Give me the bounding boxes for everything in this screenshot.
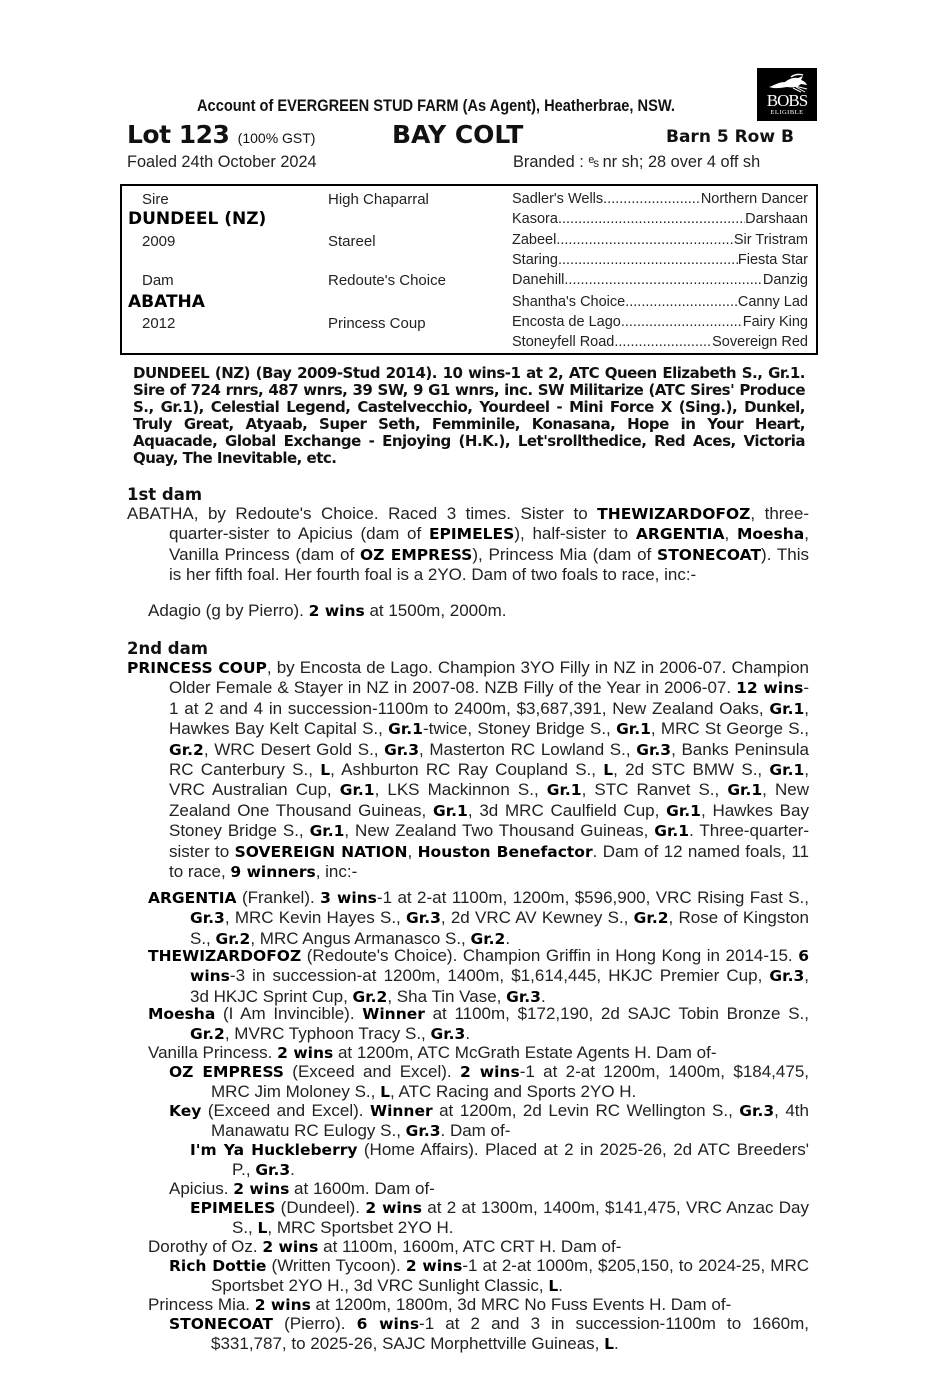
progeny-entry: Apicius. 2 wins at 1600m. Dam of- — [169, 1179, 435, 1198]
gen3-sire: Danzig — [762, 272, 808, 288]
horse-description: BAY COLT — [392, 120, 524, 149]
bold-emphasis: Gr.3 — [636, 740, 672, 759]
bold-emphasis: 2 wins — [262, 1238, 319, 1256]
bold-emphasis: Gr.3 — [255, 1161, 291, 1180]
sire-sire: High Chaparral — [328, 191, 429, 208]
bold-emphasis: Winner — [362, 1005, 425, 1023]
bold-emphasis: Gr.1 — [546, 781, 582, 800]
progeny-entry: ARGENTIA (Frankel). 3 wins-1 at 2-at 1100m, 1200m, $596,900, VRC Rising Fast S., Gr.3, MRC Kevin Hayes S., Gr.3, 2d VRC AV Kewney S., Gr.2, Rose of Kingston S., Gr.2, MRC Angus Armanasco S., Gr.2. — [148, 888, 810, 948]
first-dam-heading: 1st dam — [127, 485, 203, 504]
bold-emphasis: Gr.1 — [339, 781, 375, 800]
gen3-sire: Northern Dancer — [700, 191, 808, 207]
bold-emphasis: Gr.1 — [769, 761, 805, 780]
gen3-horse: Shantha's Choice — [512, 294, 626, 310]
bold-emphasis: 2 wins — [254, 1296, 311, 1314]
progeny-entry: Princess Mia. 2 wins at 1200m, 1800m, 3d MRC No Fuss Events H. Dam of- — [148, 1295, 732, 1314]
progeny-entry: OZ EMPRESS (Exceed and Excel). 2 wins-1 at 2-at 1200m, 1400m, $184,475, MRC Jim Moloney S., L, ATC Racing and Sports 2YO H. — [169, 1062, 809, 1102]
bold-emphasis: Gr.2 — [352, 987, 388, 1006]
pedigree-gen3-row — [512, 252, 808, 268]
horse-icon — [765, 73, 809, 93]
bold-emphasis: 2 wins — [308, 602, 365, 620]
branded-label: Branded : — [513, 152, 584, 171]
bold-emphasis: Key — [169, 1102, 202, 1120]
bold-emphasis: Gr.3 — [430, 1025, 466, 1044]
dam-year: 2012 — [142, 315, 176, 332]
barn-location: Barn 5 Row B — [666, 127, 794, 147]
dam-dam: Princess Coup — [328, 315, 426, 332]
bold-emphasis: Winner — [369, 1102, 433, 1120]
progeny-entry: Dorothy of Oz. 2 wins at 1100m, 1600m, ATC CRT H. Dam of- — [148, 1237, 622, 1256]
bold-emphasis: 6 wins — [356, 1315, 420, 1333]
second-dam-heading: 2nd dam — [127, 639, 208, 658]
gen3-sire: Fairy King — [742, 314, 808, 330]
pedigree-gen3-row — [512, 211, 808, 227]
progeny-entry: Vanilla Princess. 2 wins at 1200m, ATC McGrath Estate Agents H. Dam of- — [148, 1043, 717, 1062]
leader-dots — [614, 334, 712, 350]
bold-emphasis: PRINCESS COUP — [127, 659, 267, 677]
leader-dots — [621, 314, 743, 330]
dam-label: Dam — [142, 272, 174, 289]
bold-emphasis: L — [548, 1277, 559, 1296]
bold-emphasis: Gr.2 — [169, 740, 204, 759]
dam-name: ABATHA — [128, 292, 205, 312]
bold-emphasis: Gr.1 — [309, 822, 345, 841]
bold-emphasis: Gr.1 — [388, 720, 423, 739]
bold-emphasis: Gr.1 — [769, 699, 805, 718]
branded-text: nr sh; 28 over 4 off sh — [602, 152, 761, 171]
bold-emphasis: 3 wins — [320, 889, 377, 907]
gen3-horse: Zabeel — [512, 232, 557, 248]
sire-name: DUNDEEL (NZ) — [128, 209, 267, 229]
bold-emphasis: Gr.3 — [406, 909, 441, 928]
bold-emphasis: Gr.3 — [506, 987, 541, 1006]
gen3-sire: Darshaan — [745, 211, 808, 227]
first-dam-progeny: Adagio (g by Pierro). 2 wins at 1500m, 2000m. — [148, 601, 507, 620]
bold-emphasis: Gr.3 — [190, 909, 225, 928]
bold-emphasis: Rich Dottie — [169, 1257, 267, 1275]
gen3-sire: Sovereign Red — [712, 334, 808, 350]
foaled-date: Foaled 24th October 2024 — [127, 152, 317, 171]
gen3-sire: Fiesta Star — [737, 252, 808, 268]
progeny-entry: Moesha (I Am Invincible). Winner at 1100m, $172,190, 2d SAJC Tobin Bronze S., Gr.2, MVRC Typhoon Tracy S., Gr.3. — [148, 1004, 809, 1044]
bold-emphasis: ARGENTIA — [635, 525, 725, 544]
brand-mark-icon: $e_s$ — [588, 154, 599, 170]
bold-emphasis: 2 wins — [233, 1180, 290, 1198]
dam-sire: Redoute's Choice — [328, 272, 446, 289]
bold-emphasis: STONECOAT — [169, 1315, 273, 1333]
bold-emphasis: 2 wins — [459, 1063, 520, 1081]
sire-label: Sire — [142, 191, 169, 208]
sire-year: 2009 — [142, 233, 176, 250]
gen3-horse: Stoneyfell Road — [512, 334, 615, 350]
vendor-account: Account of EVERGREEN STUD FARM (As Agent), Heatherbrae, NSW. — [197, 96, 675, 115]
sire-dam: Stareel — [328, 233, 376, 250]
bold-emphasis: OZ EMPRESS — [169, 1063, 284, 1081]
leader-dots — [603, 191, 701, 207]
bold-emphasis: L — [320, 761, 331, 780]
progeny-entry: Rich Dottie (Written Tycoon). 2 wins-1 at 2-at 1000m, $205,150, to 2024-25, MRC Sportsbet 2YO H., 3d VRC Sunlight Classic, L. — [169, 1256, 810, 1296]
progeny-entry: Key (Exceed and Excel). Winner at 1200m, 2d Levin RC Wellington S., Gr.3, 4th Manawatu RC Eulogy S., Gr.3. Dam of- — [169, 1101, 809, 1141]
bold-emphasis: ARGENTIA — [148, 889, 237, 907]
bold-emphasis: 12 wins — [736, 679, 804, 698]
pedigree-gen3-row — [512, 191, 808, 207]
bold-emphasis: EPIMELES — [428, 525, 515, 544]
leader-dots — [625, 294, 738, 310]
leader-dots — [558, 211, 745, 227]
gen3-horse: Danehill — [512, 272, 565, 288]
bold-emphasis: Moesha — [148, 1005, 216, 1023]
lot-label: Lot 123 — [127, 120, 230, 149]
bold-emphasis: Gr.3 — [739, 1102, 775, 1120]
bold-emphasis: Gr.1 — [433, 801, 468, 820]
bold-emphasis: Houston Benefactor — [417, 842, 593, 861]
leader-dots — [564, 272, 762, 288]
progeny-entry: THEWIZARDOFOZ (Redoute's Choice). Champion Griffin in Hong Kong in 2014-15. 6 wins-3 in succession-at 1200m, 1400m, $1,614,445, HKJC Premier Cup, Gr.3, 3d HKJC Sprint Cup, Gr.2, Sha Tin Vase, Gr.3. — [148, 946, 809, 1006]
first-dam-text: ABATHA, by Redoute's Choice. Raced 3 times. Sister to THEWIZARDOFOZ, three-quarter-sister to Apicius (dam of EPIMELES), half-sister to ARGENTIA, Moesha, Vanilla Princess (dam of OZ EMPRESS), Princess Mia (dam of STONECOAT). This is her fifth foal. Her fourth foal is a 2YO. Dam of two foals to race, inc:- — [127, 504, 810, 585]
bold-emphasis: Gr.2 — [470, 929, 506, 948]
bold-emphasis: L — [257, 1219, 268, 1238]
bold-emphasis: Moesha — [736, 525, 805, 544]
pedigree-gen3-row — [512, 232, 808, 248]
bold-emphasis: Gr.2 — [633, 909, 669, 928]
bold-emphasis: Gr.1 — [666, 801, 701, 820]
leader-dots — [556, 232, 734, 248]
bold-emphasis: Gr.2 — [215, 929, 251, 948]
gen3-horse: Encosta de Lago — [512, 314, 621, 330]
bold-emphasis: I'm Ya Huckleberry — [190, 1141, 358, 1159]
pedigree-gen3-row — [512, 314, 808, 330]
gen3-horse: Kasora — [512, 211, 558, 227]
bold-emphasis: THEWIZARDOFOZ — [597, 505, 751, 523]
bobs-eligible-logo — [757, 68, 817, 121]
progeny-entry: I'm Ya Huckleberry (Home Affairs). Placed at 2 in 2025-26, 2d ATC Breeders' P., Gr.3. — [190, 1140, 809, 1180]
bold-emphasis: 2 wins — [365, 1199, 422, 1217]
pedigree-gen3-row — [512, 294, 808, 310]
gen3-horse: Sadler's Wells — [512, 191, 604, 207]
bold-emphasis: 9 winners — [230, 863, 316, 882]
bold-emphasis: 6 wins — [190, 947, 809, 986]
gst-note: (100% GST) — [237, 130, 316, 146]
sire-summary: DUNDEEL (NZ) (Bay 2009-Stud 2014). 10 wins-1 at 2, ATC Queen Elizabeth S., Gr.1. Sire of 724 rnrs, 487 wnrs, 39 SW, 9 G1 wnrs, inc. SW Militarize (ATC Sires' Produce S., Gr.1), Celestial Legend, Castelvecchio, Yourdeel - Mini Force X (Sing.), Dunkel, Truly Great, Atyaab, Super Seth, Femminile, Konasana, Hope in Your Heart, Aquacade, Global Exchange - Enjoying (H.K.), Let'srollthedice, Red Aces, Victoria Quay, The Inevitable, etc. — [133, 364, 805, 467]
gen3-sire: Sir Tristram — [733, 232, 808, 248]
second-dam-text: PRINCESS COUP, by Encosta de Lago. Champion 3YO Filly in NZ in 2006-07. Champion Older Female & Stayer in NZ in 2007-08. NZB Filly of the Year in 2006-07. 12 wins-1 at 2 and 4 in succession-1100m to 2400m, $3,687,391, New Zealand Oaks, Gr.1, Hawkes Bay Kelt Capital S., Gr.1-twice, Stoney Bridge S., Gr.1, MRC St George S., Gr.2, WRC Desert Gold S., Gr.3, Masterton RC Lowland S., Gr.3, Banks Peninsula RC Canterbury S., L, Ashburton RC Ray Coupland S., L, 2d STC BMW S., Gr.1, VRC Australian Cup, Gr.1, LKS Mackinnon S., Gr.1, STC Ranvet S., Gr.1, New Zealand One Thousand Guineas, Gr.1, 3d MRC Caulfield Cup, Gr.1, Hawkes Bay Stoney Bridge S., Gr.1, New Zealand Two Thousand Guineas, Gr.1. Three-quarter-sister to SOVEREIGN NATION, Houston Benefactor. Dam of 12 named foals, 11 to race, 9 winners, inc:- — [127, 658, 810, 882]
logo-eligible-text: ELIGIBLE — [770, 109, 804, 116]
bold-emphasis: 2 wins — [405, 1257, 463, 1275]
bold-emphasis: L — [380, 1083, 390, 1102]
lot-number — [127, 120, 315, 149]
bold-emphasis: Gr.1 — [616, 720, 651, 739]
bold-emphasis: Gr.2 — [190, 1025, 225, 1044]
bold-emphasis: L — [604, 1335, 615, 1354]
bold-emphasis: Gr.3 — [384, 740, 420, 759]
pedigree-table — [120, 184, 818, 355]
gen3-horse: Staring — [512, 252, 558, 268]
bold-emphasis: 2 wins — [277, 1044, 334, 1062]
bold-emphasis: SOVEREIGN NATION — [234, 842, 408, 861]
bold-emphasis: Gr.3 — [769, 967, 805, 986]
brand-info — [513, 152, 760, 172]
progeny-entry: STONECOAT (Pierro). 6 wins-1 at 2 and 3 in succession-1100m to 1660m, $331,787, to 2025-26, SAJC Morphettville Guineas, L. — [169, 1314, 810, 1354]
bold-emphasis: L — [603, 761, 614, 780]
bold-emphasis: THEWIZARDOFOZ — [148, 947, 302, 965]
progeny-entry: EPIMELES (Dundeel). 2 wins at 2 at 1300m, 1400m, $141,475, VRC Anzac Day S., L, MRC Sportsbet 2YO H. — [190, 1198, 809, 1238]
bold-emphasis: Gr.1 — [727, 781, 763, 800]
bold-emphasis: Gr.3 — [405, 1122, 441, 1141]
pedigree-gen3-row — [512, 334, 808, 350]
bold-emphasis: Gr.1 — [654, 822, 690, 841]
bold-emphasis: OZ EMPRESS — [359, 545, 473, 564]
leader-dots — [558, 252, 738, 268]
gen3-sire: Canny Lad — [737, 294, 808, 310]
logo-bobs-text: BOBS — [766, 91, 808, 110]
pedigree-gen3-row — [512, 272, 808, 288]
bold-emphasis: EPIMELES — [190, 1199, 276, 1217]
bold-emphasis: STONECOAT — [657, 545, 762, 564]
